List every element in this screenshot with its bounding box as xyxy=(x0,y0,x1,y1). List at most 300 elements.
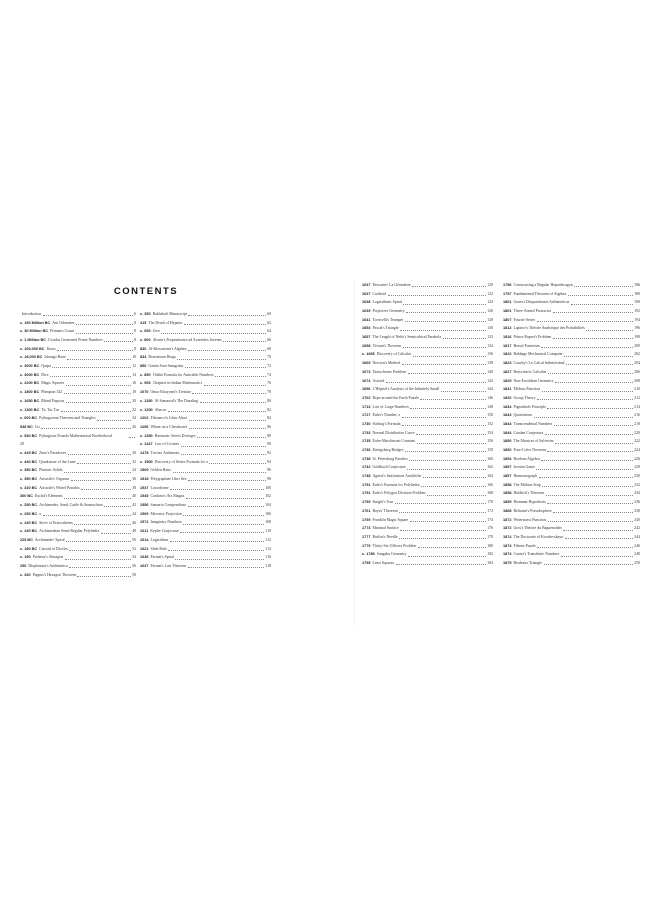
toc-entry-date: c. 445 BC xyxy=(20,451,38,456)
toc-entry[interactable] xyxy=(503,307,640,316)
toc-entry[interactable] xyxy=(362,290,493,299)
toc-entry-date: 1621 xyxy=(140,546,149,551)
toc-entry-title: Aristotle's Wheel Paradox xyxy=(39,485,80,490)
toc-leader-dots xyxy=(204,385,266,386)
toc-entry-title: Four-Color Theorem xyxy=(513,448,546,453)
toc-entry-date: 1636 xyxy=(140,555,149,560)
toc-entry-date: 1638 xyxy=(362,300,371,305)
toc-entry[interactable] xyxy=(20,466,136,475)
toc-entry[interactable] xyxy=(140,414,271,423)
toc-entry-date: 1874 xyxy=(503,534,512,539)
toc-entry-page: 60 xyxy=(267,311,271,316)
toc-entry[interactable] xyxy=(140,458,271,467)
toc-entry[interactable] xyxy=(20,388,136,397)
toc-entry-page: 152 xyxy=(487,421,493,426)
toc-entry-page: 50 xyxy=(132,537,136,542)
toc-entry[interactable] xyxy=(503,490,640,499)
toc-entry-date: c. 600 BC xyxy=(20,416,38,421)
toc-entry[interactable] xyxy=(503,429,640,438)
toc-entry[interactable] xyxy=(503,403,640,412)
toc-leader-dots xyxy=(189,420,266,421)
toc-entry[interactable] xyxy=(20,310,136,319)
toc-entry[interactable] xyxy=(362,559,493,568)
toc-entry-page: 250 xyxy=(634,560,640,565)
toc-leader-dots xyxy=(536,469,632,470)
toc-entry-page: 238 xyxy=(634,508,640,513)
toc-entry-title: Sumario Compendioso xyxy=(150,503,187,508)
toc-entry-page: 96 xyxy=(267,468,271,473)
toc-entry-title: Pascal's Triangle xyxy=(372,326,399,331)
toc-entry-date: 1816 xyxy=(503,335,512,340)
toc-entry[interactable] xyxy=(20,519,136,528)
toc-entry[interactable] xyxy=(362,342,493,351)
toc-entry[interactable] xyxy=(503,281,640,290)
toc-leader-dots xyxy=(402,425,486,426)
toc-entry[interactable] xyxy=(140,319,271,328)
toc-entry-title: Mercator Projection xyxy=(150,511,182,516)
toc-entry-title: Chapters in Indian Mathematics xyxy=(152,381,203,386)
toc-leader-dots xyxy=(412,286,485,287)
toc-entry[interactable] xyxy=(362,368,493,377)
toc-entry-page: 80 xyxy=(267,398,271,403)
toc-entry-title: Bessel Functions xyxy=(513,343,540,348)
toc-entry-page: 240 xyxy=(634,517,640,522)
toc-leader-dots xyxy=(541,347,632,348)
toc-entry-date: c. 150 Million BC xyxy=(20,320,51,325)
toc-entry-date: c. 2200 BC xyxy=(20,381,40,386)
toc-entry[interactable] xyxy=(140,553,271,562)
toc-entry-title: Discovery of Calculus xyxy=(376,352,412,357)
toc-leader-dots xyxy=(408,556,486,557)
toc-entry[interactable] xyxy=(362,316,493,325)
toc-entry[interactable] xyxy=(503,316,640,325)
toc-entry-date: 1611 xyxy=(140,529,149,534)
toc-entry[interactable] xyxy=(140,371,271,380)
toc-entry[interactable] xyxy=(503,516,640,525)
toc-entry[interactable] xyxy=(362,446,493,455)
toc-entry-date: 1769 xyxy=(362,517,371,522)
toc-entry-page: 52 xyxy=(132,546,136,551)
toc-entry[interactable] xyxy=(140,475,271,484)
toc-entry-title: Minimal Surface xyxy=(372,526,399,531)
toc-entry[interactable] xyxy=(362,498,493,507)
toc-entry[interactable] xyxy=(20,475,136,484)
toc-entry[interactable] xyxy=(362,490,493,499)
toc-entry-title: Loxodrome xyxy=(150,485,169,490)
toc-entry-title: Group Theory xyxy=(513,395,536,400)
toc-entry[interactable] xyxy=(362,298,493,307)
toc-entry[interactable] xyxy=(20,345,136,354)
toc-entry[interactable] xyxy=(503,333,640,342)
toc-entry-date: c. 180 BC xyxy=(20,546,38,551)
toc-entry[interactable] xyxy=(503,359,640,368)
toc-entry-page: 26 xyxy=(132,424,136,429)
toc-entry-date: 1829 xyxy=(503,378,512,383)
toc-entry[interactable] xyxy=(20,553,136,562)
toc-leader-dots xyxy=(537,547,632,548)
toc-entry[interactable] xyxy=(362,516,493,525)
toc-leader-dots xyxy=(223,341,265,342)
toc-entry-page: 38 xyxy=(132,485,136,490)
toc-entry[interactable] xyxy=(503,368,640,377)
toc-entry[interactable] xyxy=(20,327,136,336)
toc-entry-title: Three-Armed Protractor xyxy=(513,309,552,314)
toc-leader-dots xyxy=(396,564,486,565)
toc-entry[interactable] xyxy=(20,371,136,380)
toc-entry-page: 206 xyxy=(634,369,640,374)
toc-entry-title: Harmonic Series Diverges xyxy=(154,433,196,438)
toc-leader-dots xyxy=(161,333,265,334)
toc-leader-dots xyxy=(408,373,486,374)
toc-entry[interactable] xyxy=(362,377,493,386)
toc-entry-title: Reuleaux Triangle xyxy=(513,560,543,565)
toc-entry-date: 1637 xyxy=(140,563,149,568)
toc-entry[interactable] xyxy=(503,542,640,551)
toc-entry-date: c. 1300 BC xyxy=(20,407,40,412)
toc-leader-dots xyxy=(542,391,633,392)
toc-entry-date: 1801 xyxy=(503,300,512,305)
toc-entry[interactable] xyxy=(20,458,136,467)
toc-leader-dots xyxy=(402,417,486,418)
toc-entry[interactable] xyxy=(503,472,640,481)
toc-entry[interactable] xyxy=(140,519,271,528)
toc-entry-date: 1812 xyxy=(503,326,512,331)
toc-entry-date: 1868 xyxy=(503,508,512,513)
toc-entry-date: 1658 xyxy=(362,343,371,348)
toc-entry[interactable] xyxy=(140,527,271,536)
toc-entry-page: 94 xyxy=(267,459,271,464)
toc-leader-dots xyxy=(441,391,486,392)
toc-entry[interactable] xyxy=(20,432,136,449)
toc-entry-page: 226 xyxy=(634,456,640,461)
toc-entry-page: 190 xyxy=(634,300,640,305)
toc-entry-page: 148 xyxy=(487,404,493,409)
toc-entry-date: 1545 xyxy=(140,494,149,499)
toc-entry-date: c. 3000 BC xyxy=(20,364,40,369)
toc-leader-dots xyxy=(183,515,263,516)
toc-entry-page: 106 xyxy=(265,511,271,516)
toc-entry-date: 1673 xyxy=(362,369,371,374)
toc-entry[interactable] xyxy=(20,397,136,406)
toc-entry-title: Primates Count xyxy=(50,329,75,334)
toc-entry[interactable] xyxy=(503,385,640,394)
toc-leader-dots xyxy=(417,443,486,444)
toc-leader-dots xyxy=(416,434,486,435)
toc-entry-date: 830 xyxy=(140,346,147,351)
toc-entry-page: 128 xyxy=(487,317,493,322)
toc-entry-page: 150 xyxy=(487,413,493,418)
toc-entry-page: 54 xyxy=(132,555,136,560)
toc-entry[interactable] xyxy=(140,310,271,319)
toc-entry-date: 1823 xyxy=(503,361,512,366)
toc-entry[interactable] xyxy=(503,455,640,464)
toc-entry[interactable] xyxy=(20,536,136,545)
toc-entry-title: Kepler Conjecture xyxy=(150,529,179,534)
toc-leader-dots xyxy=(186,498,264,499)
toc-entry[interactable] xyxy=(503,524,640,533)
toc-entry[interactable] xyxy=(140,380,271,389)
toc-entry-date: 1843 xyxy=(503,413,512,418)
toc-entry-title: Logarithmic Spiral xyxy=(372,300,402,305)
toc-entry-date: c. 1350 xyxy=(140,433,153,438)
toc-leader-dots xyxy=(553,512,633,513)
toc-leader-dots xyxy=(184,324,266,325)
toc-entry[interactable] xyxy=(20,362,136,371)
toc-entry-title: Archimedean Semi-Regular Polyhedra xyxy=(39,529,100,534)
toc-entry[interactable] xyxy=(362,472,493,481)
toc-entry-title: Königsberg Bridges xyxy=(372,448,404,453)
toc-leader-dots xyxy=(410,408,485,409)
toc-entry[interactable] xyxy=(362,351,493,360)
toc-leader-dots xyxy=(81,489,130,490)
toc-entry-page: 130 xyxy=(487,326,493,331)
toc-entry[interactable] xyxy=(140,501,271,510)
toc-entry[interactable] xyxy=(140,432,271,441)
toc-leader-dots xyxy=(541,460,632,461)
toc-entry-page: 236 xyxy=(634,500,640,505)
toc-entry[interactable] xyxy=(140,449,271,458)
toc-entry[interactable] xyxy=(362,385,493,394)
toc-entry[interactable] xyxy=(503,420,640,429)
toc-entry[interactable] xyxy=(140,545,271,554)
toc-entry[interactable] xyxy=(362,481,493,490)
toc-entry-date: 1702 xyxy=(362,395,371,400)
toc-entry-page: 220 xyxy=(634,430,640,435)
toc-entry-title: Agnesi's Instituzioni Analitiche xyxy=(372,474,422,479)
toc-entry[interactable] xyxy=(20,336,136,345)
toc-entry[interactable] xyxy=(503,411,640,420)
toc-entry[interactable] xyxy=(140,397,271,406)
toc-entry[interactable] xyxy=(140,327,271,336)
toc-leader-dots xyxy=(548,521,633,522)
toc-entry[interactable] xyxy=(140,492,271,501)
toc-entry[interactable] xyxy=(362,333,493,342)
toc-entry-title: Rope around the Earth Puzzle xyxy=(372,395,419,400)
toc-entry-page: 18 xyxy=(132,390,136,395)
toc-entry-title: Ptolemy's Almagest xyxy=(32,555,64,560)
toc-entry-title: Aristotle's Organon xyxy=(39,477,70,482)
toc-leader-dots xyxy=(395,503,485,504)
toc-leader-dots xyxy=(534,417,633,418)
toc-entry-title: Sieve of Eratosthenes xyxy=(39,520,73,525)
toc-entry-page: 20 xyxy=(132,398,136,403)
toc-entry[interactable] xyxy=(503,463,640,472)
toc-leader-dots xyxy=(183,524,263,525)
toc-entry-page: 156 xyxy=(487,439,493,444)
toc-entry[interactable] xyxy=(140,423,271,432)
toc-entry-date: c. 240 BC xyxy=(20,520,38,525)
toc-entry[interactable] xyxy=(503,324,640,333)
toc-entry-page: 132 xyxy=(487,335,493,340)
toc-leader-dots xyxy=(68,454,131,455)
toc-leader-dots xyxy=(175,559,263,560)
toc-entry-date: 1807 xyxy=(503,317,512,322)
toc-leader-dots xyxy=(400,330,486,331)
toc-entry[interactable] xyxy=(362,507,493,516)
toc-leader-dots xyxy=(66,385,131,386)
toc-leader-dots xyxy=(400,530,485,531)
toc-entry-page: 72 xyxy=(267,364,271,369)
toc-entry[interactable] xyxy=(362,533,493,542)
toc-entry[interactable] xyxy=(20,414,136,423)
toc-entry[interactable] xyxy=(20,423,136,432)
toc-entry[interactable] xyxy=(503,290,640,299)
toc-leader-dots xyxy=(542,486,632,487)
toc-entry-date: 1637 xyxy=(362,291,371,296)
toc-entry[interactable] xyxy=(140,562,271,571)
toc-entry[interactable] xyxy=(20,545,136,554)
toc-entry[interactable] xyxy=(362,307,493,316)
toc-leader-dots xyxy=(104,341,132,342)
toc-entry-title: Platonic Solids xyxy=(39,468,63,473)
toc-entry[interactable] xyxy=(503,550,640,559)
toc-entry[interactable] xyxy=(503,437,640,446)
toc-entry[interactable] xyxy=(362,429,493,438)
toc-entry-page: 218 xyxy=(634,421,640,426)
toc-entry[interactable] xyxy=(362,359,493,368)
toc-entry[interactable] xyxy=(140,440,271,449)
toc-leader-dots xyxy=(547,503,632,504)
toc-entry[interactable] xyxy=(140,406,271,415)
toc-entry-date: 250 xyxy=(20,563,27,568)
toc-leader-dots xyxy=(421,486,486,487)
toc-entry[interactable] xyxy=(140,345,271,354)
toc-entry-date: c. 350 BC xyxy=(20,477,38,482)
toc-entry-date: c. 1200 xyxy=(140,407,153,412)
toc-leader-dots xyxy=(565,538,633,539)
toc-entry[interactable] xyxy=(140,353,271,362)
toc-leader-dots xyxy=(200,402,266,403)
toc-entry[interactable] xyxy=(362,403,493,412)
toc-entry-title: Al-Khwarizmi's Algebra xyxy=(148,346,187,351)
toc-entry-date: 1657 xyxy=(362,335,371,340)
toc-entry[interactable] xyxy=(20,492,136,501)
toc-entry-date: 1844 xyxy=(503,421,512,426)
toc-entry[interactable] xyxy=(20,406,136,415)
toc-entry-page: 120 xyxy=(487,282,493,287)
toc-entry[interactable] xyxy=(503,446,640,455)
toc-entry-date: 1727 xyxy=(362,413,371,418)
toc-entry[interactable] xyxy=(20,380,136,389)
toc-entry[interactable] xyxy=(362,281,493,290)
toc-leader-dots xyxy=(69,567,130,568)
toc-entry[interactable] xyxy=(362,542,493,551)
toc-entry[interactable] xyxy=(503,533,640,542)
toc-leader-dots xyxy=(170,489,264,490)
toc-entry[interactable] xyxy=(20,319,136,328)
toc-entry-date: 1751 xyxy=(362,482,371,487)
toc-entry-title: Descartes' La Géométrie xyxy=(372,282,411,287)
toc-entry[interactable] xyxy=(503,507,640,516)
toc-leader-dots xyxy=(407,469,486,470)
toc-leader-dots xyxy=(537,321,633,322)
toc-entry-title: Riemann Hypothesis xyxy=(513,500,546,505)
toc-entry[interactable] xyxy=(362,455,493,464)
toc-entry[interactable] xyxy=(362,524,493,533)
toc-entry-date: c. 440 BC xyxy=(20,459,38,464)
toc-entry[interactable] xyxy=(20,527,136,536)
toc-entry-page: 46 xyxy=(132,520,136,525)
toc-entry-title: Rhind Papyrus xyxy=(41,398,65,403)
toc-entry-page: 22 xyxy=(132,407,136,412)
toc-entry-date: 1801 xyxy=(503,309,512,314)
toc-entry[interactable] xyxy=(503,481,640,490)
toc-entry[interactable] xyxy=(140,510,271,519)
toc-entry[interactable] xyxy=(362,420,493,429)
toc-entry[interactable] xyxy=(362,550,493,559)
toc-entry[interactable] xyxy=(503,394,640,403)
toc-entry[interactable] xyxy=(503,342,640,351)
toc-leader-dots xyxy=(188,567,264,568)
toc-entry[interactable] xyxy=(20,484,136,493)
toc-entry-page: 212 xyxy=(634,395,640,400)
toc-leader-dots xyxy=(405,451,486,452)
toc-entry-title: Pappus's Hexagon Theorem xyxy=(32,572,76,577)
toc-entry-title: Fourier Series xyxy=(513,317,536,322)
toc-entry[interactable] xyxy=(362,463,493,472)
toc-entry-title: Prince Rupert's Problem xyxy=(513,335,552,340)
toc-entry[interactable] xyxy=(362,324,493,333)
toc-entry[interactable] xyxy=(140,536,271,545)
toc-leader-dots xyxy=(97,420,131,421)
toc-entry[interactable] xyxy=(362,437,493,446)
toc-entry[interactable] xyxy=(140,336,271,345)
toc-entry-page: 198 xyxy=(634,335,640,340)
toc-entry[interactable] xyxy=(362,411,493,420)
toc-leader-dots xyxy=(50,376,131,377)
toc-entry[interactable] xyxy=(503,559,640,568)
toc-entry-title: Cicadas Generated Prime Numbers xyxy=(47,338,103,343)
toc-leader-dots xyxy=(192,393,265,394)
toc-entry[interactable] xyxy=(20,449,136,458)
toc-entry-title: Law of Cosines xyxy=(154,442,180,447)
toc-leader-dots xyxy=(65,559,131,560)
toc-entry[interactable] xyxy=(140,466,271,475)
toc-entry[interactable] xyxy=(503,298,640,307)
toc-entry[interactable] xyxy=(503,377,640,386)
toc-leader-dots xyxy=(427,495,486,496)
toc-entry[interactable] xyxy=(140,362,271,371)
toc-entry[interactable] xyxy=(20,562,136,571)
toc-entry-title: Fundamental Theorem of Algebra xyxy=(513,291,567,296)
toc-entry[interactable] xyxy=(362,394,493,403)
toc-entry-title: Weierstrass Function xyxy=(513,517,547,522)
toc-entry-date: 1859 xyxy=(503,500,512,505)
toc-entry-date: 1569 xyxy=(140,511,149,516)
toc-leader-dots xyxy=(403,347,486,348)
toc-entry[interactable] xyxy=(140,484,271,493)
toc-leader-dots xyxy=(104,506,131,507)
toc-entry-page: 244 xyxy=(634,534,640,539)
toc-entry[interactable] xyxy=(140,388,271,397)
toc-entry-date: 834 xyxy=(140,355,147,360)
toc-entry[interactable] xyxy=(503,351,640,360)
toc-entry-page: 82 xyxy=(267,407,271,412)
toc-entry[interactable] xyxy=(503,498,640,507)
toc-entry-page: 172 xyxy=(487,508,493,513)
toc-entry-date: c. 350 BC xyxy=(20,468,38,473)
toc-entry-page: 102 xyxy=(265,494,271,499)
toc-entry-title: Quipu xyxy=(41,364,51,369)
toc-leader-dots xyxy=(76,333,133,334)
toc-entry[interactable] xyxy=(20,510,136,519)
toc-leader-dots xyxy=(547,408,632,409)
toc-entry-page: 8 xyxy=(134,346,136,351)
toc-entry[interactable] xyxy=(20,571,136,580)
toc-entry[interactable] xyxy=(20,501,136,510)
toc-entry-page: 74 xyxy=(267,372,271,377)
toc-entry[interactable] xyxy=(20,353,136,362)
